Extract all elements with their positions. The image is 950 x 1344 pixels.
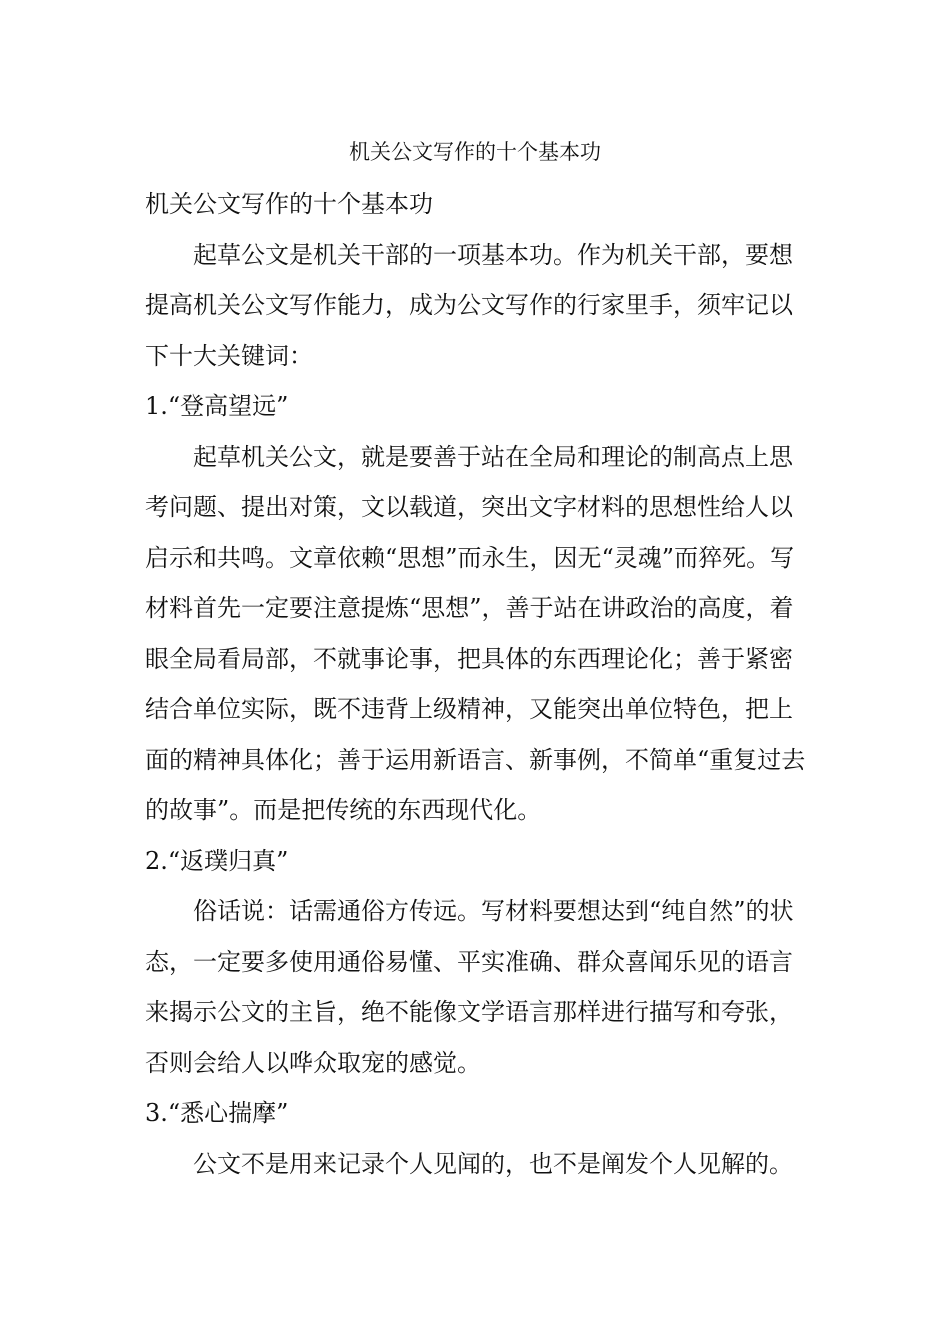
document-body xyxy=(145,179,815,1189)
document-subtitle: 机关公文写作的十个基本功 xyxy=(145,190,433,218)
section-heading-3: 3.“悉心揣摩” xyxy=(145,1099,289,1127)
section-heading-2: 2.“返璞归真” xyxy=(145,846,289,875)
section-heading-1: 1.“登高望远” xyxy=(145,392,289,420)
paragraph-section-1: 起草机关公文，就是要善于站在全局和理论的制高点上思考问题、提出对策，文以载道，突出文字材料的思想性给人以启示和共鸣。文章依赖“思想”而永生，因无“灵魂”而猝死。写材料首先一定要注意提炼“思想”，善于站在讲政治的高度，着眼全局看局部，不就事论事，把具体的东西理论化；善于紧密结合单位实际，既不违背上级精神，又能突出单位特色，把上面的精神具体化；善于运用新语言、新事例，不简单“重复过去的故事”。而是把传统的东西现代化。 xyxy=(145,442,806,824)
paragraph-section-2: 俗话说：话需通俗方传远。写材料要想达到“纯自然”的状态，一定要多使用通俗易懂、平实准确、群众喜闻乐见的语言来揭示公文的主旨，绝不能像文学语言那样进行描写和夸张，否则会给人以哗众取宠的感觉。 xyxy=(145,897,794,1077)
paragraph-intro: 起草公文是机关干部的一项基本功。作为机关干部，要想提高机关公文写作能力，成为公文写作的行家里手，须牢记以下十大关键词： xyxy=(145,240,793,370)
paragraph-section-3: 公文不是用来记录个人见闻的，也不是阐发个人见解的。 xyxy=(193,1149,793,1178)
document-title: 机关公文写作的十个基本功 xyxy=(349,140,601,164)
